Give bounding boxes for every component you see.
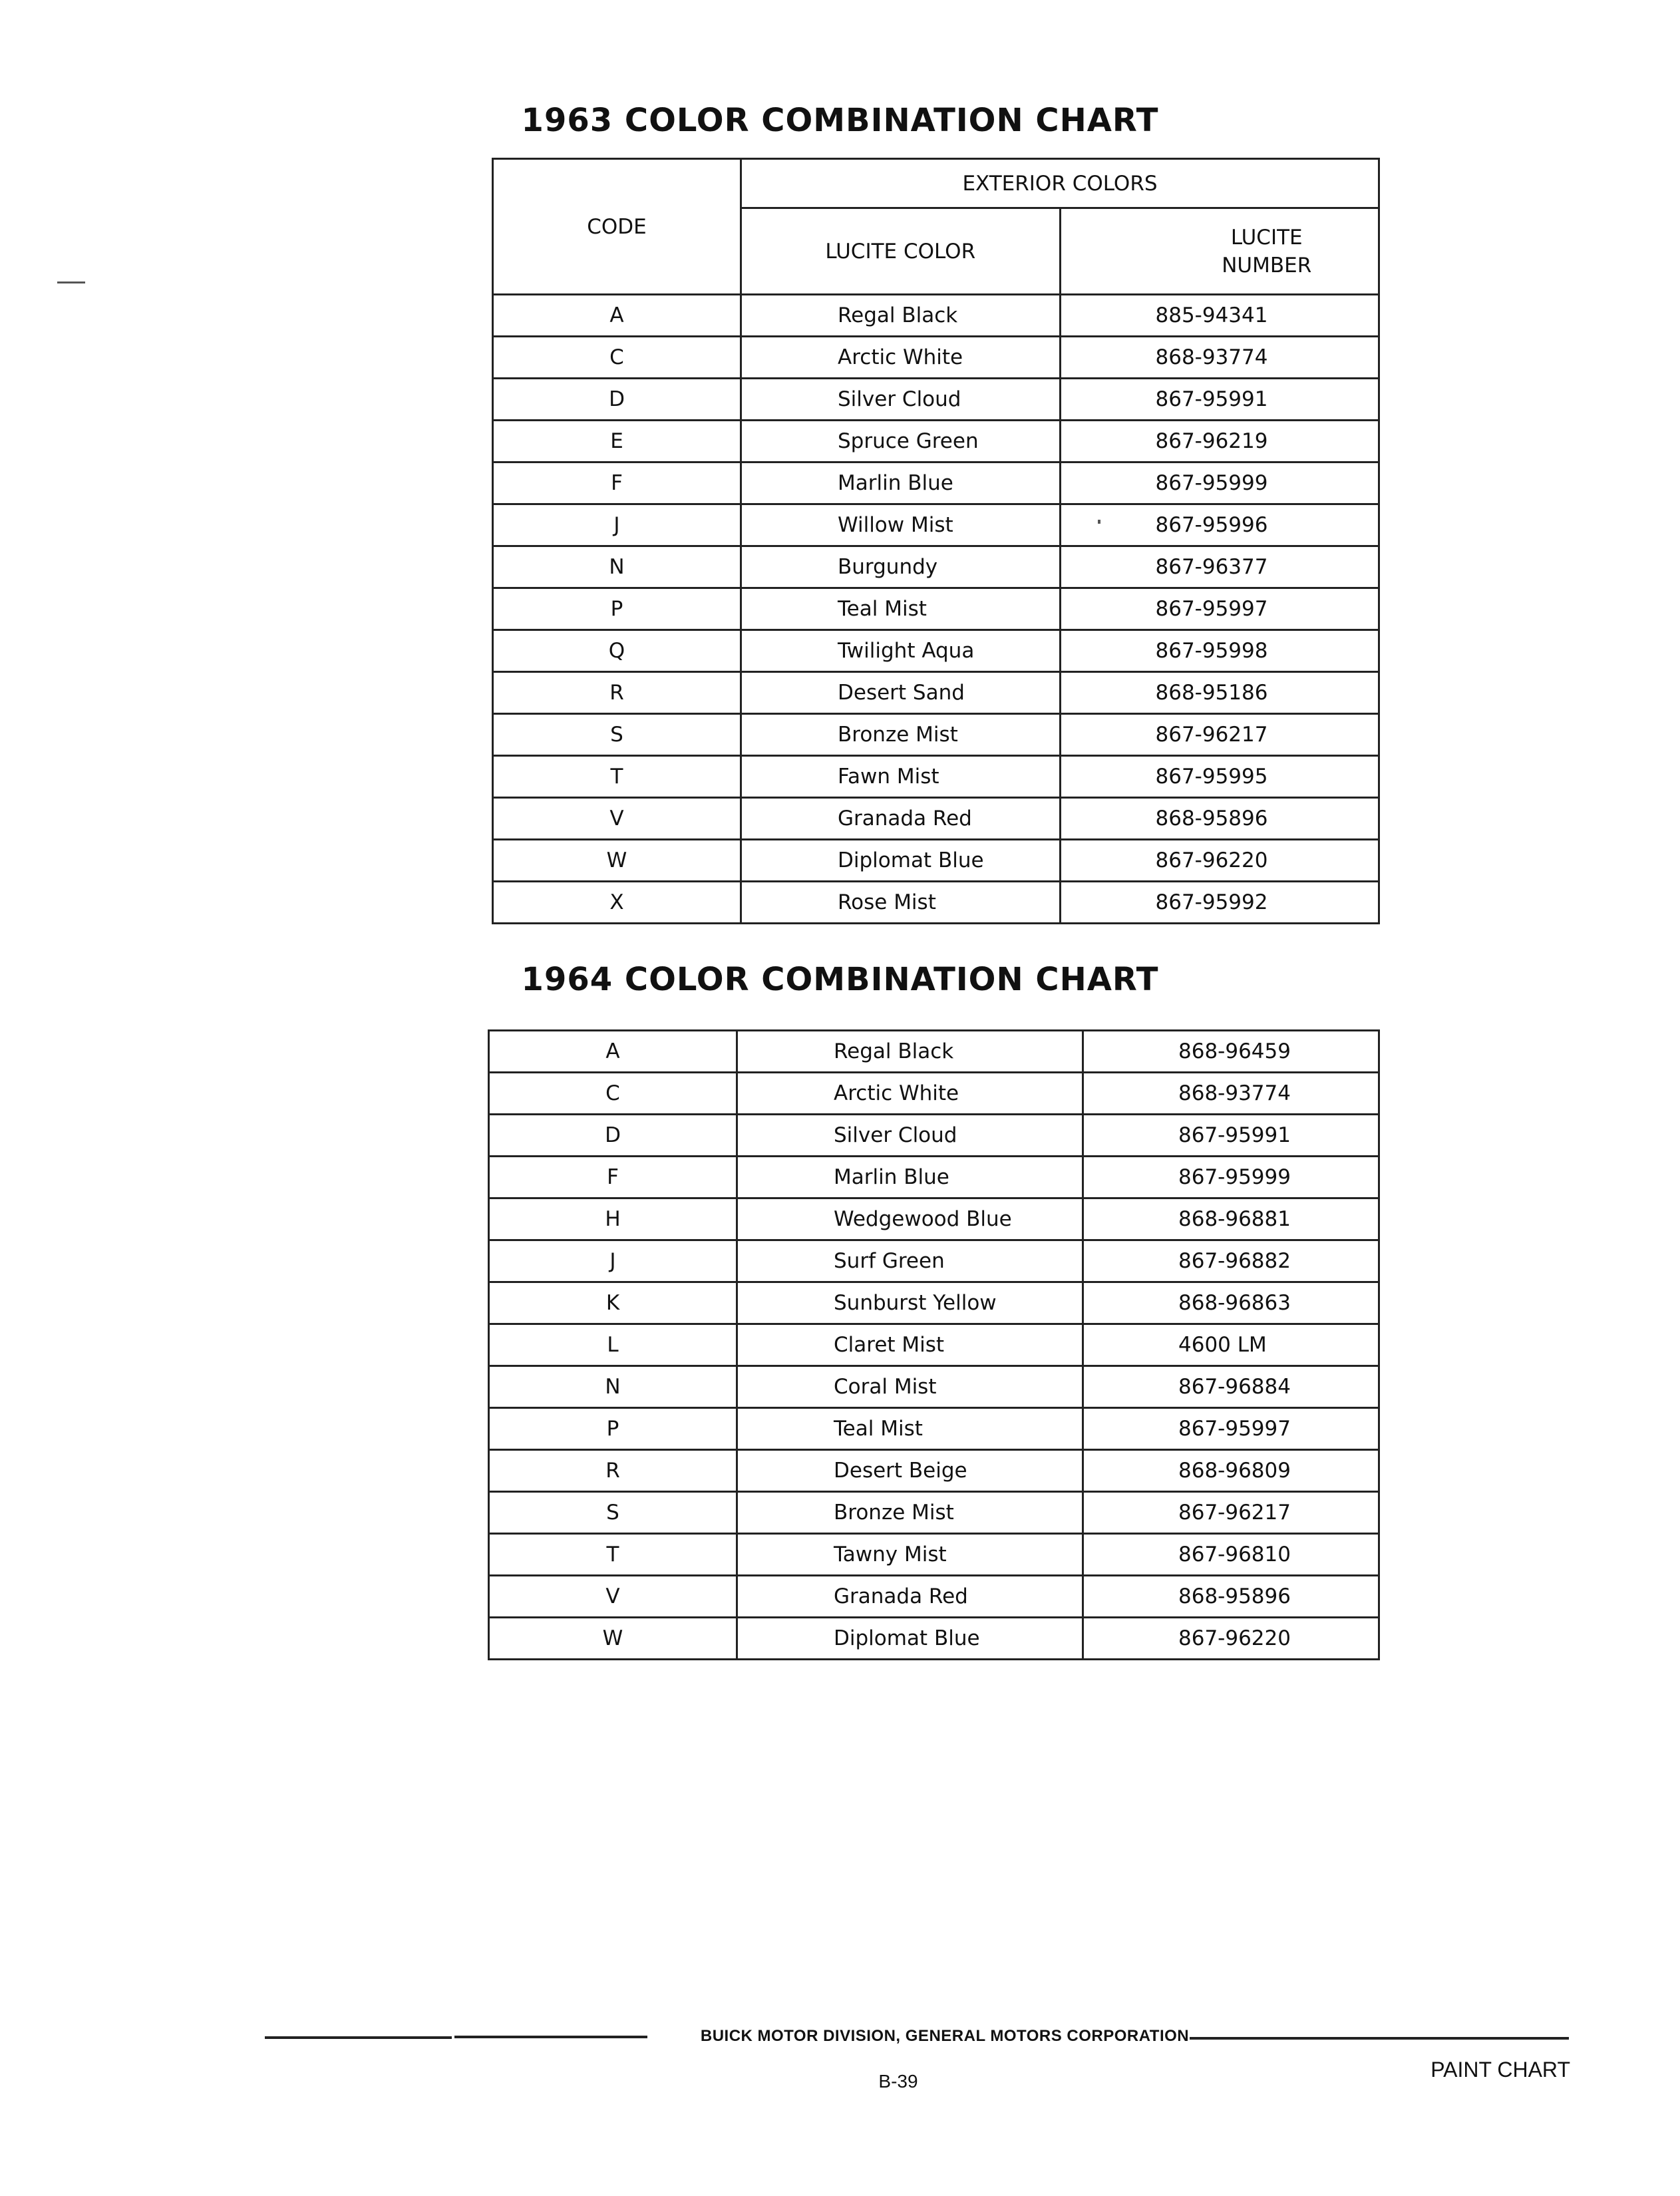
- cell-color-name-text: Willow Mist: [838, 513, 953, 537]
- cell-color-name: [741, 798, 1061, 840]
- cell-code-text: T: [606, 1543, 619, 1566]
- cell-color-name-text: Diplomat Blue: [834, 1626, 980, 1650]
- cell-color-name: [737, 1366, 1083, 1408]
- cell-color-name-text: Diplomat Blue: [838, 848, 984, 872]
- cell-color-name-text: Silver Cloud: [838, 387, 961, 411]
- cell-code-text: E: [610, 429, 623, 453]
- cell-color-name-text: Surf Green: [834, 1249, 945, 1273]
- table-row: [493, 588, 1379, 630]
- cell-code: [489, 1618, 737, 1660]
- footer-rule-left: [265, 2036, 452, 2039]
- cell-lucite-number: [1083, 1618, 1379, 1660]
- cell-lucite-number-text: 867-95995: [1155, 765, 1268, 789]
- table-row: [489, 1618, 1379, 1660]
- cell-lucite-number-text: 867-95996: [1155, 513, 1268, 537]
- cell-code: [493, 756, 741, 798]
- cell-code-text: T: [610, 765, 623, 789]
- table-body-1963: [493, 295, 1379, 924]
- cell-code-text: F: [611, 471, 623, 495]
- table-row: [489, 1157, 1379, 1198]
- cell-color-name: [737, 1492, 1083, 1534]
- cell-color-name: [737, 1073, 1083, 1115]
- cell-code: [493, 840, 741, 882]
- table-row: [493, 714, 1379, 756]
- cell-lucite-number: [1060, 630, 1379, 672]
- cell-lucite-number: [1083, 1031, 1379, 1073]
- cell-color-name: [741, 672, 1061, 714]
- cell-lucite-number: [1083, 1492, 1379, 1534]
- cell-lucite-number: [1060, 337, 1379, 379]
- cell-code: [489, 1157, 737, 1198]
- cell-lucite-number-text: 867-96220: [1178, 1626, 1291, 1650]
- cell-code-text: D: [609, 387, 625, 411]
- cell-lucite-number: [1060, 714, 1379, 756]
- cell-code-text: D: [605, 1123, 621, 1147]
- cell-code: [489, 1366, 737, 1408]
- cell-color-name: [737, 1618, 1083, 1660]
- cell-lucite-number-text: 867-96882: [1178, 1249, 1291, 1273]
- cell-lucite-number-text: 867-95991: [1155, 387, 1268, 411]
- header-code: CODE: [493, 159, 741, 295]
- cell-code: [489, 1073, 737, 1115]
- cell-lucite-number: [1083, 1366, 1379, 1408]
- cell-color-name: [741, 630, 1061, 672]
- cell-code: [489, 1282, 737, 1324]
- cell-color-name-text: Bronze Mist: [838, 723, 958, 747]
- cell-lucite-number-text: 885-94341: [1155, 303, 1268, 327]
- cell-code: [493, 337, 741, 379]
- cell-color-name-text: Wedgewood Blue: [834, 1207, 1012, 1231]
- cell-color-name-text: Spruce Green: [838, 429, 979, 453]
- table-row: [489, 1534, 1379, 1576]
- cell-code: [493, 714, 741, 756]
- cell-color-name: [737, 1450, 1083, 1492]
- cell-lucite-number: [1060, 840, 1379, 882]
- cell-lucite-number-text: 868-96863: [1178, 1291, 1291, 1315]
- cell-color-name: [737, 1157, 1083, 1198]
- cell-code: [493, 672, 741, 714]
- cell-color-name-text: Arctic White: [834, 1081, 959, 1105]
- cell-color-name-text: Fawn Mist: [838, 765, 939, 789]
- cell-color-name: [741, 882, 1061, 924]
- cell-code-text: L: [607, 1333, 619, 1357]
- cell-code-text: V: [605, 1584, 620, 1608]
- cell-color-name-text: Granada Red: [834, 1584, 968, 1608]
- cell-code: [489, 1492, 737, 1534]
- table-row: [493, 630, 1379, 672]
- cell-lucite-number-text: 867-95992: [1155, 890, 1268, 914]
- cell-color-name-text: Regal Black: [838, 303, 958, 327]
- cell-lucite-number: [1083, 1534, 1379, 1576]
- cell-code: [489, 1240, 737, 1282]
- cell-color-name-text: Granada Red: [838, 807, 972, 830]
- cell-lucite-number-text: 868-93774: [1155, 345, 1268, 369]
- scan-mark: [57, 281, 85, 283]
- table-row: [489, 1324, 1379, 1366]
- cell-lucite-number-text: 867-95999: [1155, 471, 1268, 495]
- table-row: [493, 504, 1379, 546]
- cell-lucite-number-text: 868-96459: [1178, 1039, 1291, 1063]
- cell-code: [493, 882, 741, 924]
- cell-lucite-number-text: 868-96881: [1178, 1207, 1291, 1231]
- table-row: [489, 1198, 1379, 1240]
- cell-code-text: P: [606, 1417, 619, 1441]
- cell-lucite-number: [1083, 1324, 1379, 1366]
- cell-color-name: [741, 840, 1061, 882]
- cell-color-name: [741, 546, 1061, 588]
- cell-lucite-number: [1060, 756, 1379, 798]
- table-row: [489, 1492, 1379, 1534]
- cell-code-text: Q: [608, 639, 625, 663]
- cell-lucite-number: [1060, 295, 1379, 337]
- cell-lucite-number: [1060, 504, 1379, 546]
- cell-code-text: V: [609, 807, 624, 830]
- cell-color-name-text: Silver Cloud: [834, 1123, 957, 1147]
- cell-color-name-text: Rose Mist: [838, 890, 936, 914]
- cell-color-name: [737, 1115, 1083, 1157]
- header-lucite-color: LUCITE COLOR: [741, 208, 1061, 295]
- cell-color-name: [737, 1031, 1083, 1073]
- chart-title-1963: 1963 COLOR COMBINATION CHART: [521, 102, 1159, 139]
- cell-lucite-number: [1060, 462, 1379, 504]
- header-lucite-number-line1: LUCITE: [1230, 225, 1303, 250]
- cell-lucite-number-text: 867-96217: [1178, 1501, 1291, 1525]
- table-row: [493, 546, 1379, 588]
- cell-code: [493, 379, 741, 421]
- table-row: [489, 1576, 1379, 1618]
- cell-code-text: K: [605, 1291, 620, 1315]
- cell-lucite-number-text: 867-96219: [1155, 429, 1268, 453]
- cell-lucite-number-text: 867-95999: [1178, 1165, 1291, 1189]
- cell-code: [489, 1324, 737, 1366]
- cell-lucite-number: [1083, 1408, 1379, 1450]
- cell-color-name-text: Teal Mist: [838, 597, 927, 621]
- table-row: [489, 1450, 1379, 1492]
- cell-code: [493, 504, 741, 546]
- cell-code-text: S: [610, 723, 623, 747]
- cell-code-text: C: [609, 345, 624, 369]
- cell-color-name: [741, 588, 1061, 630]
- cell-color-name-text: Regal Black: [834, 1039, 954, 1063]
- cell-code-text: W: [606, 848, 627, 872]
- cell-code-text: S: [606, 1501, 619, 1525]
- cell-code: [489, 1576, 737, 1618]
- footer-rule-left-2: [454, 2036, 647, 2038]
- table-row: [493, 379, 1379, 421]
- cell-code: [489, 1534, 737, 1576]
- cell-lucite-number-text: 867-96884: [1178, 1375, 1291, 1399]
- cell-color-name-text: Desert Beige: [834, 1459, 967, 1483]
- cell-code: [493, 421, 741, 462]
- cell-color-name: [741, 504, 1061, 546]
- cell-color-name-text: Desert Sand: [838, 681, 965, 705]
- cell-color-name-text: Burgundy: [838, 555, 938, 579]
- cell-color-name-text: Teal Mist: [834, 1417, 923, 1441]
- cell-color-name-text: Coral Mist: [834, 1375, 937, 1399]
- table-row: [489, 1408, 1379, 1450]
- cell-lucite-number-text: 868-96809: [1178, 1459, 1291, 1483]
- cell-color-name-text: Twilight Aqua: [838, 639, 975, 663]
- cell-color-name: [741, 379, 1061, 421]
- cell-lucite-number: [1060, 882, 1379, 924]
- cell-code-text: C: [605, 1081, 620, 1105]
- table-row: [493, 882, 1379, 924]
- cell-code-text: H: [605, 1207, 621, 1231]
- cell-color-name: [737, 1324, 1083, 1366]
- cell-code-text: X: [609, 890, 624, 914]
- cell-color-name: [737, 1198, 1083, 1240]
- table-row: [489, 1073, 1379, 1115]
- cell-code-text: R: [605, 1459, 620, 1483]
- table-row: [493, 756, 1379, 798]
- cell-lucite-number: [1060, 588, 1379, 630]
- cell-color-name-text: Arctic White: [838, 345, 963, 369]
- table-row: [489, 1240, 1379, 1282]
- cell-color-name-text: Marlin Blue: [834, 1165, 949, 1189]
- cell-code-text: W: [602, 1626, 623, 1650]
- cell-lucite-number: [1083, 1115, 1379, 1157]
- cell-color-name: [741, 421, 1061, 462]
- table-row: [493, 798, 1379, 840]
- cell-lucite-number-text: 868-93774: [1178, 1081, 1291, 1105]
- cell-code: [493, 630, 741, 672]
- cell-color-name: [741, 714, 1061, 756]
- cell-code-text: A: [605, 1039, 620, 1063]
- footer-company: BUICK MOTOR DIVISION, GENERAL MOTORS CORPORATION: [700, 2027, 1190, 2045]
- cell-color-name: [741, 756, 1061, 798]
- cell-code: [489, 1450, 737, 1492]
- cell-lucite-number-text: 4600 LM: [1178, 1333, 1267, 1357]
- cell-code: [493, 295, 741, 337]
- table-row: [493, 421, 1379, 462]
- table-row: [493, 295, 1379, 337]
- table-row: [489, 1031, 1379, 1073]
- footer-rule-right: [1190, 2037, 1569, 2040]
- cell-code-text: J: [613, 513, 620, 537]
- cell-code: [493, 588, 741, 630]
- cell-lucite-number-text: 867-95997: [1178, 1417, 1291, 1441]
- cell-lucite-number: [1083, 1450, 1379, 1492]
- cell-code: [493, 798, 741, 840]
- cell-lucite-number-text: 867-96377: [1155, 555, 1268, 579]
- cell-color-name-text: Sunburst Yellow: [834, 1291, 997, 1315]
- cell-lucite-number: [1060, 672, 1379, 714]
- color-table-1963: [492, 158, 1380, 924]
- table-row: [489, 1115, 1379, 1157]
- cell-color-name-text: Claret Mist: [834, 1333, 945, 1357]
- table-row: [489, 1366, 1379, 1408]
- cell-code: [489, 1198, 737, 1240]
- header-exterior-colors: EXTERIOR COLORS: [741, 159, 1379, 208]
- cell-color-name: [737, 1408, 1083, 1450]
- cell-code-text: N: [609, 555, 625, 579]
- cell-lucite-number: [1083, 1198, 1379, 1240]
- cell-color-name: [737, 1576, 1083, 1618]
- cell-lucite-number: [1060, 379, 1379, 421]
- table-row: [493, 840, 1379, 882]
- cell-code: [489, 1115, 737, 1157]
- scan-mark: [1098, 520, 1100, 524]
- cell-lucite-number-text: 867-95997: [1155, 597, 1268, 621]
- cell-code-text: F: [607, 1165, 619, 1189]
- table-row: [489, 1282, 1379, 1324]
- cell-lucite-number-text: 867-96217: [1155, 723, 1268, 747]
- cell-code-text: P: [610, 597, 623, 621]
- cell-color-name: [737, 1282, 1083, 1324]
- cell-lucite-number-text: 867-96220: [1155, 848, 1268, 872]
- section-label: PAINT CHART: [1430, 2058, 1570, 2082]
- cell-code: [489, 1031, 737, 1073]
- cell-color-name: [741, 337, 1061, 379]
- cell-lucite-number: [1083, 1157, 1379, 1198]
- table-row: [493, 462, 1379, 504]
- cell-lucite-number: [1083, 1576, 1379, 1618]
- cell-code-text: J: [609, 1249, 616, 1273]
- color-table-1964: [488, 1029, 1380, 1660]
- cell-lucite-number: [1060, 546, 1379, 588]
- cell-lucite-number-text: 867-95998: [1155, 639, 1268, 663]
- cell-code: [493, 546, 741, 588]
- cell-code-text: A: [609, 303, 624, 327]
- page-number: B-39: [878, 2071, 918, 2092]
- cell-lucite-number: [1083, 1282, 1379, 1324]
- table-row: [493, 337, 1379, 379]
- cell-lucite-number-text: 868-95896: [1178, 1584, 1291, 1608]
- cell-color-name: [737, 1240, 1083, 1282]
- chart-title-1964: 1964 COLOR COMBINATION CHART: [521, 961, 1159, 998]
- table-row: [493, 672, 1379, 714]
- cell-code-text: N: [605, 1375, 621, 1399]
- cell-code: [493, 462, 741, 504]
- header-lucite-number: [1060, 208, 1379, 295]
- cell-lucite-number-text: 868-95186: [1155, 681, 1268, 705]
- cell-color-name-text: Tawny Mist: [834, 1543, 947, 1566]
- table-body-1964: [489, 1031, 1379, 1660]
- cell-lucite-number: [1060, 421, 1379, 462]
- cell-lucite-number: [1060, 798, 1379, 840]
- cell-lucite-number: [1083, 1240, 1379, 1282]
- cell-color-name: [741, 295, 1061, 337]
- cell-lucite-number-text: 867-96810: [1178, 1543, 1291, 1566]
- cell-code-text: R: [609, 681, 624, 705]
- cell-color-name-text: Bronze Mist: [834, 1501, 954, 1525]
- header-lucite-number-line2: NUMBER: [1222, 253, 1312, 277]
- cell-code: [489, 1408, 737, 1450]
- cell-color-name: [737, 1534, 1083, 1576]
- cell-lucite-number-text: 867-95991: [1178, 1123, 1291, 1147]
- cell-color-name-text: Marlin Blue: [838, 471, 953, 495]
- cell-lucite-number: [1083, 1073, 1379, 1115]
- cell-color-name: [741, 462, 1061, 504]
- cell-lucite-number-text: 868-95896: [1155, 807, 1268, 830]
